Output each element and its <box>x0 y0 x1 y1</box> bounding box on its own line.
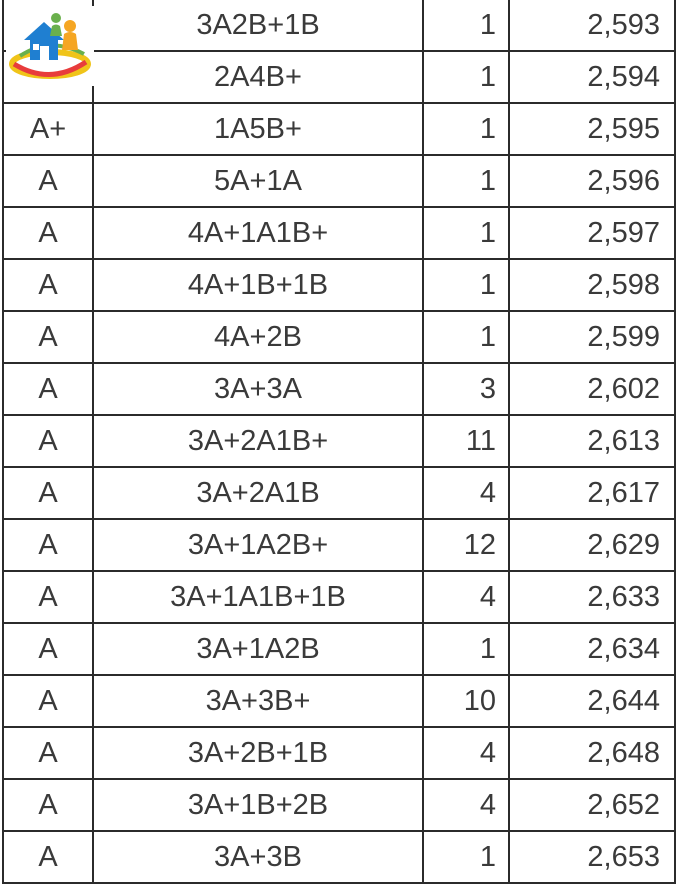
count-cell[interactable]: 10 <box>423 675 509 727</box>
total-cell[interactable]: 2,644 <box>509 675 675 727</box>
count-cell[interactable]: 1 <box>423 623 509 675</box>
grade-cell[interactable]: A <box>3 623 93 675</box>
grade-cell[interactable]: A <box>3 467 93 519</box>
table-row <box>3 623 675 675</box>
type-cell[interactable]: 3A+2A1B <box>93 467 423 519</box>
table-row <box>3 311 675 363</box>
type-cell[interactable]: 4A+1A1B+ <box>93 207 423 259</box>
grade-cell[interactable]: A <box>3 207 93 259</box>
count-cell[interactable]: 1 <box>423 259 509 311</box>
table-row <box>3 259 675 311</box>
type-cell[interactable]: 3A+2B+1B <box>93 727 423 779</box>
grade-cell[interactable]: A <box>3 363 93 415</box>
count-cell[interactable]: 4 <box>423 727 509 779</box>
type-cell[interactable]: 4A+2B <box>93 311 423 363</box>
total-cell[interactable]: 2,598 <box>509 259 675 311</box>
type-cell[interactable]: 2A4B+ <box>93 51 423 103</box>
total-cell[interactable]: 2,597 <box>509 207 675 259</box>
total-cell[interactable]: 2,613 <box>509 415 675 467</box>
count-cell[interactable]: 4 <box>423 467 509 519</box>
type-cell[interactable]: 3A+1A1B+1B <box>93 571 423 623</box>
table-row <box>3 571 675 623</box>
grade-cell[interactable]: A <box>3 519 93 571</box>
total-cell[interactable]: 2,602 <box>509 363 675 415</box>
table-row <box>3 675 675 727</box>
count-cell[interactable]: 4 <box>423 779 509 831</box>
total-cell[interactable]: 2,653 <box>509 831 675 883</box>
count-cell[interactable]: 1 <box>423 311 509 363</box>
table-row <box>3 727 675 779</box>
count-cell[interactable]: 1 <box>423 207 509 259</box>
house-family-logo-icon <box>6 6 94 86</box>
data-table <box>2 0 676 884</box>
table-row <box>3 207 675 259</box>
grade-cell[interactable]: A <box>3 311 93 363</box>
total-cell[interactable]: 2,634 <box>509 623 675 675</box>
table-row <box>3 51 675 103</box>
count-cell[interactable]: 1 <box>423 103 509 155</box>
type-cell[interactable]: 3A+1A2B <box>93 623 423 675</box>
grade-cell[interactable]: A <box>3 675 93 727</box>
total-cell[interactable]: 2,594 <box>509 51 675 103</box>
grade-cell[interactable]: A+ <box>3 103 93 155</box>
table-row <box>3 519 675 571</box>
table-row <box>3 415 675 467</box>
count-cell[interactable]: 4 <box>423 571 509 623</box>
total-cell[interactable]: 2,593 <box>509 0 675 51</box>
count-cell[interactable]: 1 <box>423 51 509 103</box>
table-row <box>3 467 675 519</box>
count-cell[interactable]: 1 <box>423 155 509 207</box>
total-cell[interactable]: 2,629 <box>509 519 675 571</box>
total-cell[interactable]: 2,595 <box>509 103 675 155</box>
total-cell[interactable]: 2,617 <box>509 467 675 519</box>
table-row <box>3 0 675 51</box>
count-cell[interactable]: 11 <box>423 415 509 467</box>
total-cell[interactable]: 2,599 <box>509 311 675 363</box>
type-cell[interactable]: 3A+3A <box>93 363 423 415</box>
table-row <box>3 779 675 831</box>
type-cell[interactable]: 5A+1A <box>93 155 423 207</box>
grade-cell[interactable]: A <box>3 259 93 311</box>
grade-cell[interactable]: A <box>3 727 93 779</box>
type-cell[interactable]: 3A+1A2B+ <box>93 519 423 571</box>
type-cell[interactable]: 3A2B+1B <box>93 0 423 51</box>
total-cell[interactable]: 2,633 <box>509 571 675 623</box>
count-cell[interactable]: 1 <box>423 831 509 883</box>
count-cell[interactable]: 1 <box>423 0 509 51</box>
type-cell[interactable]: 1A5B+ <box>93 103 423 155</box>
type-cell[interactable]: 3A+3B+ <box>93 675 423 727</box>
type-cell[interactable]: 3A+1B+2B <box>93 779 423 831</box>
total-cell[interactable]: 2,648 <box>509 727 675 779</box>
table-row <box>3 831 675 883</box>
count-cell[interactable]: 12 <box>423 519 509 571</box>
table-row <box>3 155 675 207</box>
count-cell[interactable]: 3 <box>423 363 509 415</box>
grade-cell[interactable]: A <box>3 155 93 207</box>
type-cell[interactable]: 3A+2A1B+ <box>93 415 423 467</box>
grade-cell[interactable]: A <box>3 571 93 623</box>
type-cell[interactable]: 4A+1B+1B <box>93 259 423 311</box>
total-cell[interactable]: 2,596 <box>509 155 675 207</box>
type-cell[interactable]: 3A+3B <box>93 831 423 883</box>
grade-cell[interactable]: A <box>3 831 93 883</box>
grade-cell[interactable]: A <box>3 779 93 831</box>
total-cell[interactable]: 2,652 <box>509 779 675 831</box>
table-row <box>3 363 675 415</box>
grade-cell[interactable]: A <box>3 415 93 467</box>
table-body <box>3 0 675 883</box>
table-row <box>3 103 675 155</box>
